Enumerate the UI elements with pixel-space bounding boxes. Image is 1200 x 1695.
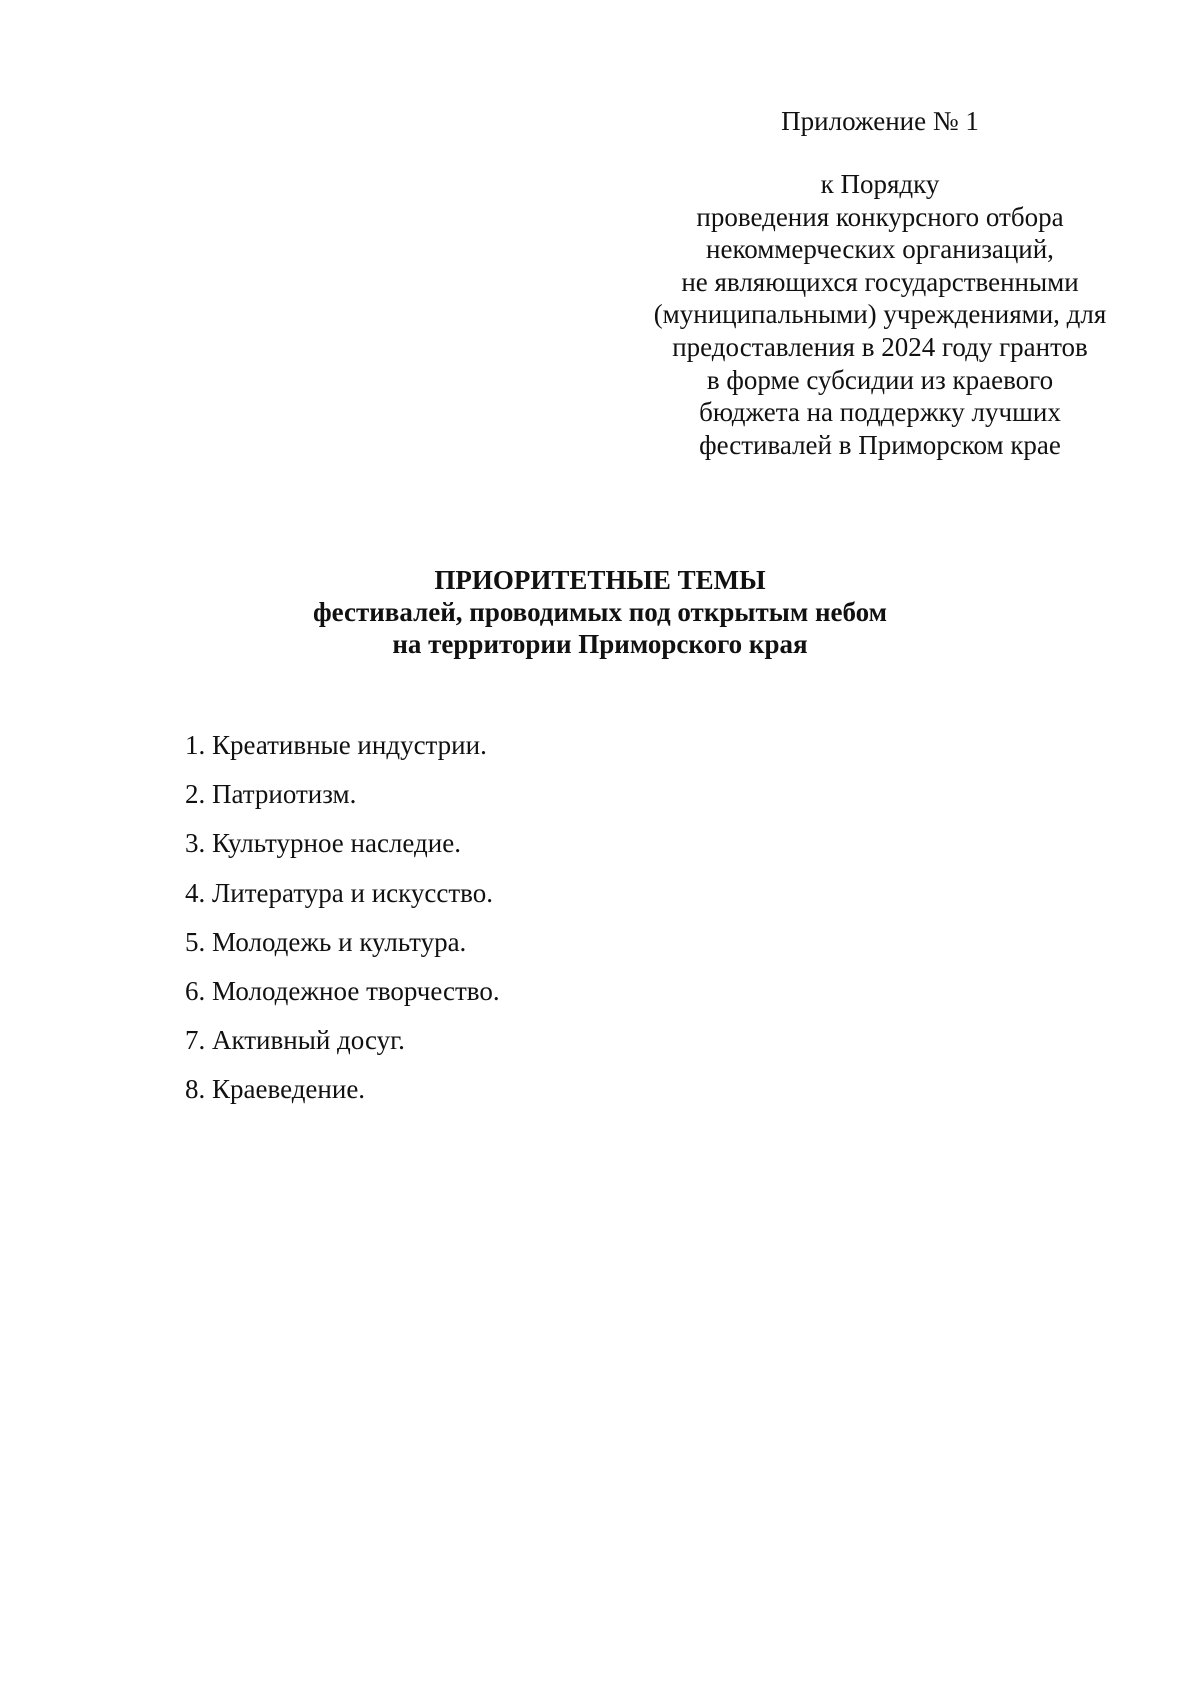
appendix-reference xyxy=(640,168,1120,461)
appendix-reference-line: проведения конкурсного отбора xyxy=(696,201,1064,232)
appendix-reference-line: бюджета на поддержку лучших xyxy=(699,397,1061,428)
topic-item: 7. Активный досуг. xyxy=(185,1025,405,1056)
heading-subtitle-line: на территории Приморского края xyxy=(392,629,808,659)
topic-item: 2. Патриотизм. xyxy=(185,779,357,810)
appendix-reference-line: в форме субсидии из краевого xyxy=(706,364,1054,395)
appendix-reference-line: предоставления в 2024 году грантов xyxy=(672,331,1088,362)
appendix-reference-line: некоммерческих организаций, xyxy=(706,234,1054,265)
appendix-reference-line: (муниципальными) учреждениями, для xyxy=(653,299,1107,330)
appendix-title: Приложение № 1 xyxy=(781,106,979,136)
appendix-reference-line: не являющихся государственными xyxy=(681,266,1079,297)
heading-subtitle-line: фестивалей, проводимых под открытым небом xyxy=(312,597,888,627)
topic-item: 8. Краеведение. xyxy=(185,1074,366,1105)
topic-item: 5. Молодежь и культура. xyxy=(185,926,467,957)
document-heading xyxy=(0,564,1200,660)
topic-item: 3. Культурное наследие. xyxy=(185,828,461,859)
topic-item: 6. Молодежное творчество. xyxy=(185,975,500,1006)
appendix-reference-line: фестивалей в Приморском крае xyxy=(699,429,1061,460)
appendix-reference-line: к Порядку xyxy=(820,169,940,199)
topic-item: 4. Литература и искусство. xyxy=(185,877,493,908)
priority-topics-list xyxy=(185,728,500,1122)
topic-item: 1. Креативные индустрии. xyxy=(185,730,487,760)
heading-title: ПРИОРИТЕТНЫЕ ТЕМЫ xyxy=(434,565,766,595)
